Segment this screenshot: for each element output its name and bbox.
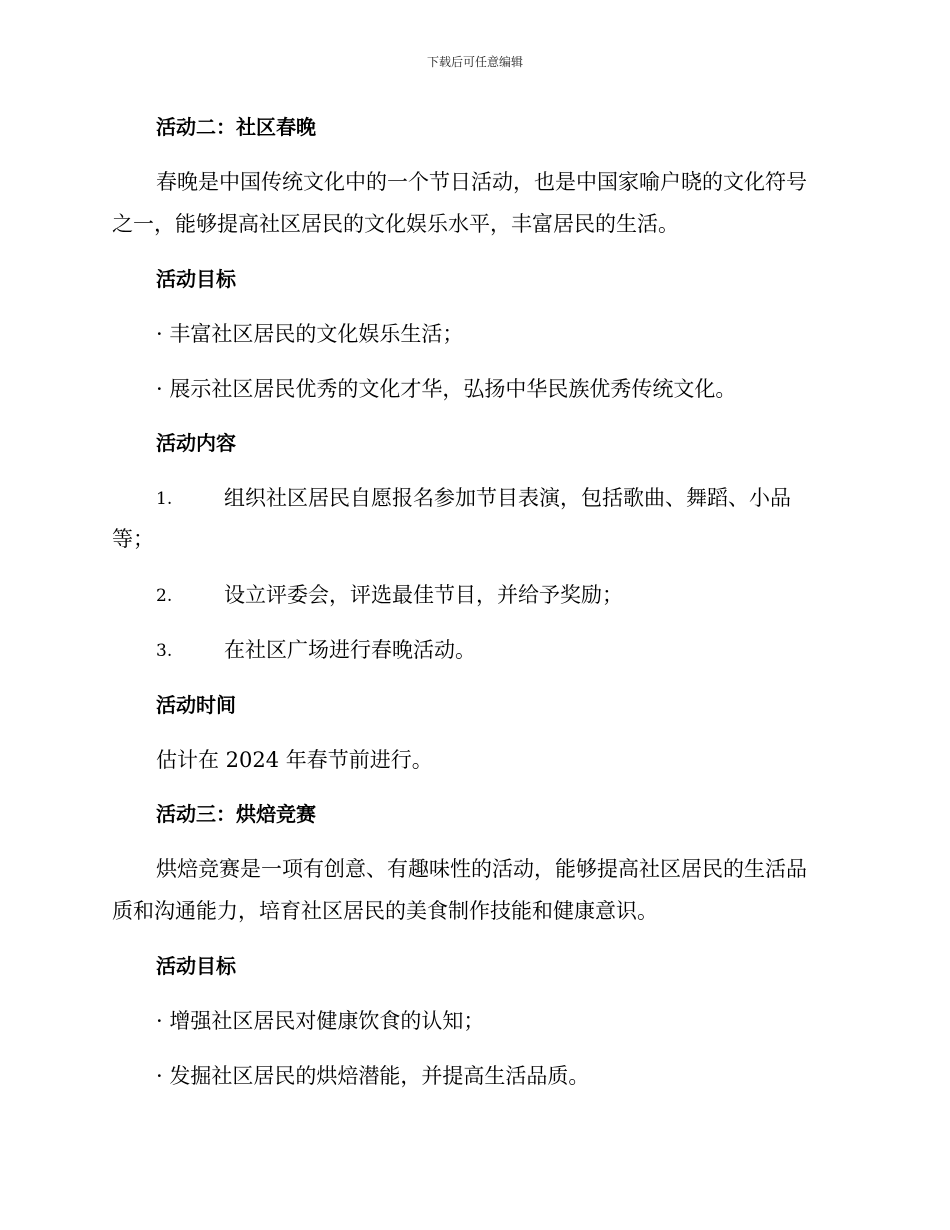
paragraph-line: 烘焙竞赛是一项有创意、有趣味性的活动，能够提高社区居民的生活品 <box>156 857 807 881</box>
list-number: 1. <box>156 489 173 509</box>
subheading-goals: 活动目标 <box>156 954 236 978</box>
page-header-note: 下载后可任意编辑 <box>426 55 523 69</box>
list-number: 3. <box>156 641 173 661</box>
paragraph-line: 估计在 2024 年春节前进行。 <box>156 748 433 772</box>
list-item-continuation: 等； <box>112 527 154 551</box>
bullet-item: · 丰富社区居民的文化娱乐生活； <box>156 322 464 346</box>
list-item-text: 组织社区居民自愿报名参加节目表演，包括歌曲、舞蹈、小品 <box>224 486 791 510</box>
paragraph-line: 之一，能够提高社区居民的文化娱乐水平，丰富居民的生活。 <box>112 212 679 236</box>
subheading-content: 活动内容 <box>156 431 236 455</box>
bullet-item: · 增强社区居民对健康饮食的认知； <box>156 1009 485 1033</box>
section-title-activity3: 活动三：烘焙竞赛 <box>156 802 316 826</box>
list-number: 2. <box>156 586 173 606</box>
paragraph-line: 春晚是中国传统文化中的一个节日活动，也是中国家喻户晓的文化符号 <box>156 170 807 194</box>
section-title-activity2: 活动二：社区春晚 <box>156 115 316 139</box>
list-item-text: 设立评委会，评选最佳节目，并给予奖励； <box>224 583 623 607</box>
bullet-item: · 发掘社区居民的烘焙潜能，并提高生活品质。 <box>156 1064 590 1088</box>
bullet-item: · 展示社区居民优秀的文化才华，弘扬中华民族优秀传统文化。 <box>156 377 737 401</box>
list-item-text: 在社区广场进行春晚活动。 <box>224 638 476 662</box>
subheading-time: 活动时间 <box>156 693 236 717</box>
paragraph-line: 质和沟通能力，培育社区居民的美食制作技能和健康意识。 <box>112 899 658 923</box>
subheading-goals: 活动目标 <box>156 267 236 291</box>
